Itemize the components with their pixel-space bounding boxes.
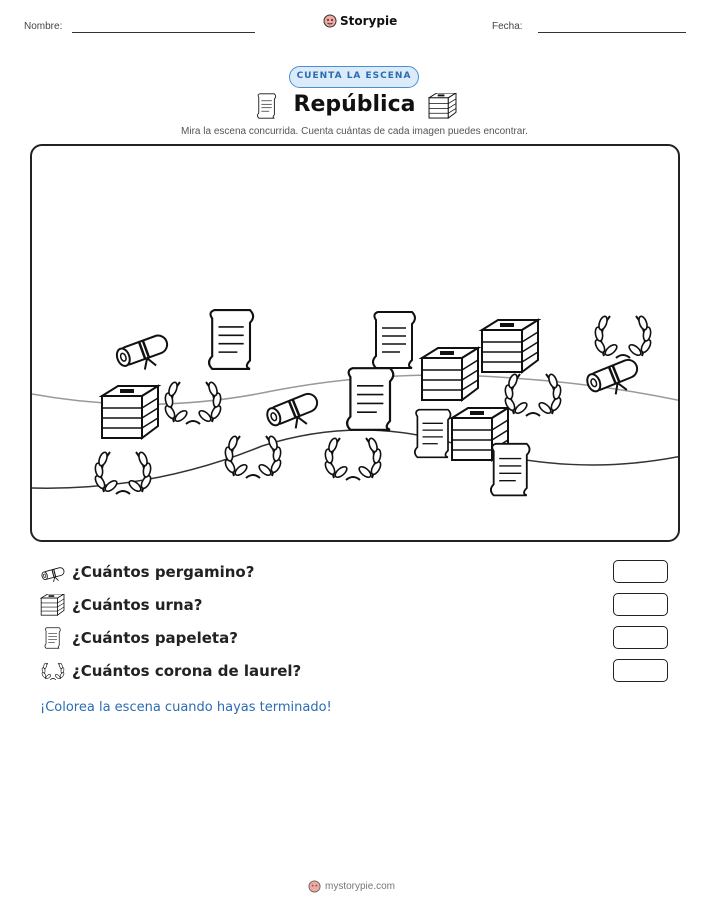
laurel-wreath-icon bbox=[223, 435, 282, 478]
question-row bbox=[40, 626, 670, 650]
ballot-paper-icon bbox=[209, 310, 253, 369]
footer bbox=[308, 880, 395, 893]
scene-panel bbox=[30, 144, 680, 542]
ballot-box-icon bbox=[422, 348, 478, 400]
scroll-icon bbox=[265, 391, 324, 436]
ballot-box-icon bbox=[482, 320, 538, 372]
date-field-line[interactable] bbox=[538, 32, 686, 33]
scroll-icon bbox=[115, 333, 173, 377]
answer-box[interactable] bbox=[613, 560, 668, 583]
brand-name: Storypie bbox=[340, 14, 398, 28]
ballot-paper-icon bbox=[415, 410, 451, 458]
ballot-box-icon bbox=[102, 386, 158, 438]
scroll-icon bbox=[40, 561, 66, 583]
ballot-box-icon bbox=[40, 594, 66, 616]
question-text: ¿Cuántos corona de laurel? bbox=[72, 662, 302, 680]
footer-url[interactable]: mystorypie.com bbox=[325, 881, 396, 892]
laurel-wreath-icon bbox=[40, 660, 66, 682]
question-text: ¿Cuántos urna? bbox=[72, 596, 203, 614]
storypie-mascot-icon bbox=[308, 880, 321, 893]
question-row bbox=[40, 593, 670, 617]
answer-box[interactable] bbox=[613, 659, 668, 682]
name-field-line[interactable] bbox=[72, 32, 255, 33]
ballot-paper-icon bbox=[40, 627, 66, 649]
laurel-wreath-icon bbox=[323, 437, 382, 480]
ballot-paper-icon bbox=[373, 312, 415, 368]
scroll-icon bbox=[585, 357, 644, 402]
laurel-wreath-icon bbox=[593, 315, 652, 358]
answer-box[interactable] bbox=[613, 593, 668, 616]
scene-illustration bbox=[32, 146, 680, 542]
question-row bbox=[40, 659, 670, 683]
date-label: Fecha: bbox=[492, 21, 523, 32]
laurel-wreath-icon bbox=[93, 451, 152, 494]
ballot-box-icon bbox=[428, 93, 458, 119]
ballot-paper-icon bbox=[491, 444, 530, 496]
activity-type-badge: CUENTA LA ESCENA bbox=[289, 66, 419, 88]
instructions: Mira la escena concurrida. Cuenta cuántas de cada imagen puedes encontrar. bbox=[181, 126, 528, 137]
question-row bbox=[40, 560, 670, 584]
question-text: ¿Cuántos pergamino? bbox=[72, 563, 255, 581]
ballot-paper-icon bbox=[347, 368, 393, 430]
color-instruction: ¡Colorea la escena cuando hayas terminado! bbox=[40, 700, 332, 715]
question-text: ¿Cuántos papeleta? bbox=[72, 629, 238, 647]
name-label: Nombre: bbox=[24, 21, 63, 32]
page-title: República bbox=[293, 92, 416, 117]
brand-logo bbox=[323, 14, 397, 28]
answer-box[interactable] bbox=[613, 626, 668, 649]
storypie-mascot-icon bbox=[323, 14, 337, 28]
